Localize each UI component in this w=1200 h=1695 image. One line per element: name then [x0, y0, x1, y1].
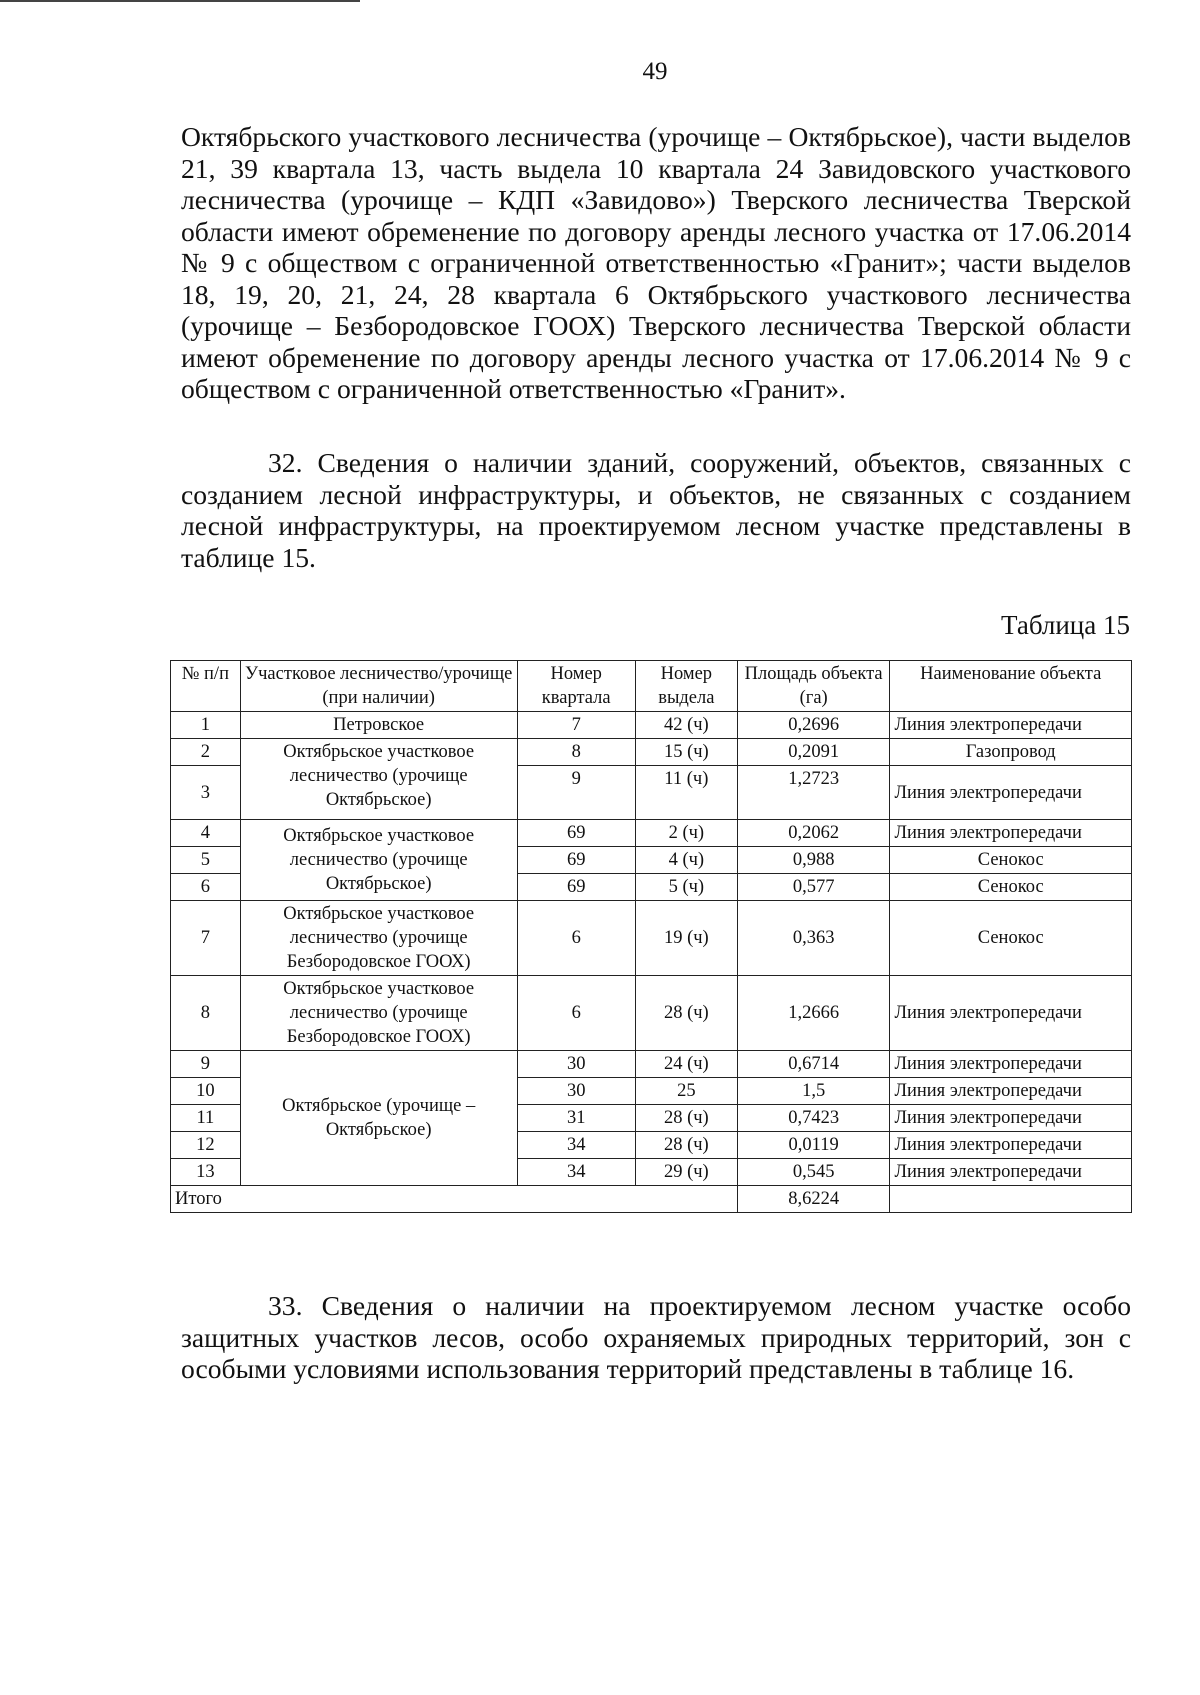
cell-name: Линия электропередачи: [890, 976, 1132, 1051]
cell-lesnichestvo: Петровское: [240, 712, 517, 739]
cell-ploshchad: 0,2062: [737, 820, 890, 847]
cell-kvartal: 9: [517, 766, 635, 820]
cell-name: Линия электропередачи: [890, 1132, 1132, 1159]
cell-no: 2: [171, 739, 241, 766]
cell-vydel: 11 (ч): [635, 766, 737, 820]
cell-name: Сенокос: [890, 847, 1132, 874]
cell-lesnichestvo: Октябрьское участковое лесничество (урочище Безбородовское ГООХ): [240, 901, 517, 976]
cell-vydel: 19 (ч): [635, 901, 737, 976]
cell-vydel: 28 (ч): [635, 976, 737, 1051]
table-row: [171, 901, 1132, 976]
cell-name: Линия электропередачи: [890, 1078, 1132, 1105]
table-row: [171, 739, 1132, 766]
cell-name: Сенокос: [890, 874, 1132, 901]
cell-vydel: 5 (ч): [635, 874, 737, 901]
cell-no: 11: [171, 1105, 241, 1132]
table-row: [171, 712, 1132, 739]
cell-no: 5: [171, 847, 241, 874]
header-no: № п/п: [171, 661, 241, 712]
paragraph-continued: Октябрьского участкового лесничества (урочище – Октябрьское), части выделов 21, 39 квартала 13, часть выдела 10 квартала 24 Завидовского участкового лесничества (урочище – КДП «Завидово») Тверского лесничества Тверской области имеют обременение по договору аренды лесного участка от 17.06.2014 № 9 с обществом с ограниченной ответственностью «Гранит»; части выделов 18, 19, 20, 21, 24, 28 квартала 6 Октябрьского участкового лесничества (урочище – Безбородовское ГООХ) Тверского лесничества Тверской области имеют обременение по договору аренды лесного участка от 17.06.2014 № 9 с обществом с ограниченной ответственностью «Гранит».: [181, 121, 1131, 404]
cell-kvartal: 8: [517, 739, 635, 766]
table-caption: Таблица 15: [1001, 610, 1130, 640]
cell-kvartal: 34: [517, 1159, 635, 1186]
cell-kvartal: 69: [517, 874, 635, 901]
cell-name: Линия электропередачи: [890, 1159, 1132, 1186]
cell-kvartal: 7: [517, 712, 635, 739]
cell-kvartal: 69: [517, 847, 635, 874]
cell-vydel: 25: [635, 1078, 737, 1105]
header-kvartal: Номер квартала: [517, 661, 635, 712]
scan-edge-line: [0, 0, 360, 2]
cell-kvartal: 6: [517, 901, 635, 976]
cell-no: 8: [171, 976, 241, 1051]
cell-total-value: 8,6224: [737, 1186, 890, 1213]
paragraph-33: [181, 1290, 1131, 1385]
cell-vydel: 2 (ч): [635, 820, 737, 847]
cell-no: 12: [171, 1132, 241, 1159]
cell-no: 13: [171, 1159, 241, 1186]
cell-vydel: 24 (ч): [635, 1051, 737, 1078]
table-row: [171, 976, 1132, 1051]
cell-no: 6: [171, 874, 241, 901]
paragraph-32: [181, 447, 1131, 573]
cell-ploshchad: 0,545: [737, 1159, 890, 1186]
cell-vydel: 28 (ч): [635, 1132, 737, 1159]
cell-kvartal: 30: [517, 1078, 635, 1105]
cell-ploshchad: 1,2666: [737, 976, 890, 1051]
cell-name: Линия электропередачи: [890, 1051, 1132, 1078]
cell-vydel: 15 (ч): [635, 739, 737, 766]
cell-kvartal: 6: [517, 976, 635, 1051]
cell-name: Линия электропередачи: [890, 712, 1132, 739]
header-ploshchad: Площадь объекта (га): [737, 661, 890, 712]
cell-ploshchad: 0,2091: [737, 739, 890, 766]
cell-ploshchad: 0,7423: [737, 1105, 890, 1132]
header-name: Наименование объекта: [890, 661, 1132, 712]
table-15: [170, 660, 1132, 1213]
cell-ploshchad: 0,363: [737, 901, 890, 976]
cell-ploshchad: 0,6714: [737, 1051, 890, 1078]
cell-no: 10: [171, 1078, 241, 1105]
cell-kvartal: 30: [517, 1051, 635, 1078]
cell-lesnichestvo: Октябрьское участковое лесничество (урочище Безбородовское ГООХ): [240, 976, 517, 1051]
cell-no: 3: [171, 766, 241, 820]
header-vydel: Номер выдела: [635, 661, 737, 712]
cell-no: 1: [171, 712, 241, 739]
table-row: [171, 1051, 1132, 1078]
paragraph-32-text: 32. Сведения о наличии зданий, сооружений, объектов, связанных с созданием лесной инфраструктуры, и объектов, не связанных с созданием лесной инфраструктуры, на проектируемом лесном участке представлены в таблице 15.: [181, 447, 1131, 573]
cell-no: 7: [171, 901, 241, 976]
cell-no: 9: [171, 1051, 241, 1078]
cell-ploshchad: 0,988: [737, 847, 890, 874]
table-total-row: [171, 1186, 1132, 1213]
cell-lesnichestvo: Октябрьское участковое лесничество (урочище Октябрьское): [240, 739, 517, 820]
cell-name: Линия электропередачи: [890, 766, 1132, 820]
cell-lesnichestvo: Октябрьское участковое лесничество (урочище Октябрьское): [240, 820, 517, 901]
cell-total-empty: [890, 1186, 1132, 1213]
cell-kvartal: 69: [517, 820, 635, 847]
cell-name: Газопровод: [890, 739, 1132, 766]
cell-no: 4: [171, 820, 241, 847]
cell-vydel: 4 (ч): [635, 847, 737, 874]
cell-kvartal: 31: [517, 1105, 635, 1132]
cell-name: Линия электропередачи: [890, 1105, 1132, 1132]
cell-ploshchad: 0,2696: [737, 712, 890, 739]
cell-ploshchad: 1,5: [737, 1078, 890, 1105]
cell-ploshchad: 0,577: [737, 874, 890, 901]
cell-kvartal: 34: [517, 1132, 635, 1159]
paragraph-33-text: 33. Сведения о наличии на проектируемом лесном участке особо защитных участков лесов, особо охраняемых природных территорий, зон с особыми условиями использования территорий представлены в таблице 16.: [181, 1290, 1131, 1384]
cell-total-label: Итого: [171, 1186, 738, 1213]
page-number: 49: [642, 58, 668, 85]
table-header-row: [171, 661, 1132, 712]
cell-ploshchad: 0,0119: [737, 1132, 890, 1159]
cell-name: Сенокос: [890, 901, 1132, 976]
table-row: [171, 820, 1132, 847]
cell-vydel: 42 (ч): [635, 712, 737, 739]
cell-lesnichestvo: Октябрьское (урочище – Октябрьское): [240, 1051, 517, 1186]
cell-name: Линия электропередачи: [890, 820, 1132, 847]
cell-ploshchad: 1,2723: [737, 766, 890, 820]
cell-vydel: 28 (ч): [635, 1105, 737, 1132]
cell-vydel: 29 (ч): [635, 1159, 737, 1186]
header-lesnichestvo: Участковое лесничество/урочище (при наличии): [240, 661, 517, 712]
